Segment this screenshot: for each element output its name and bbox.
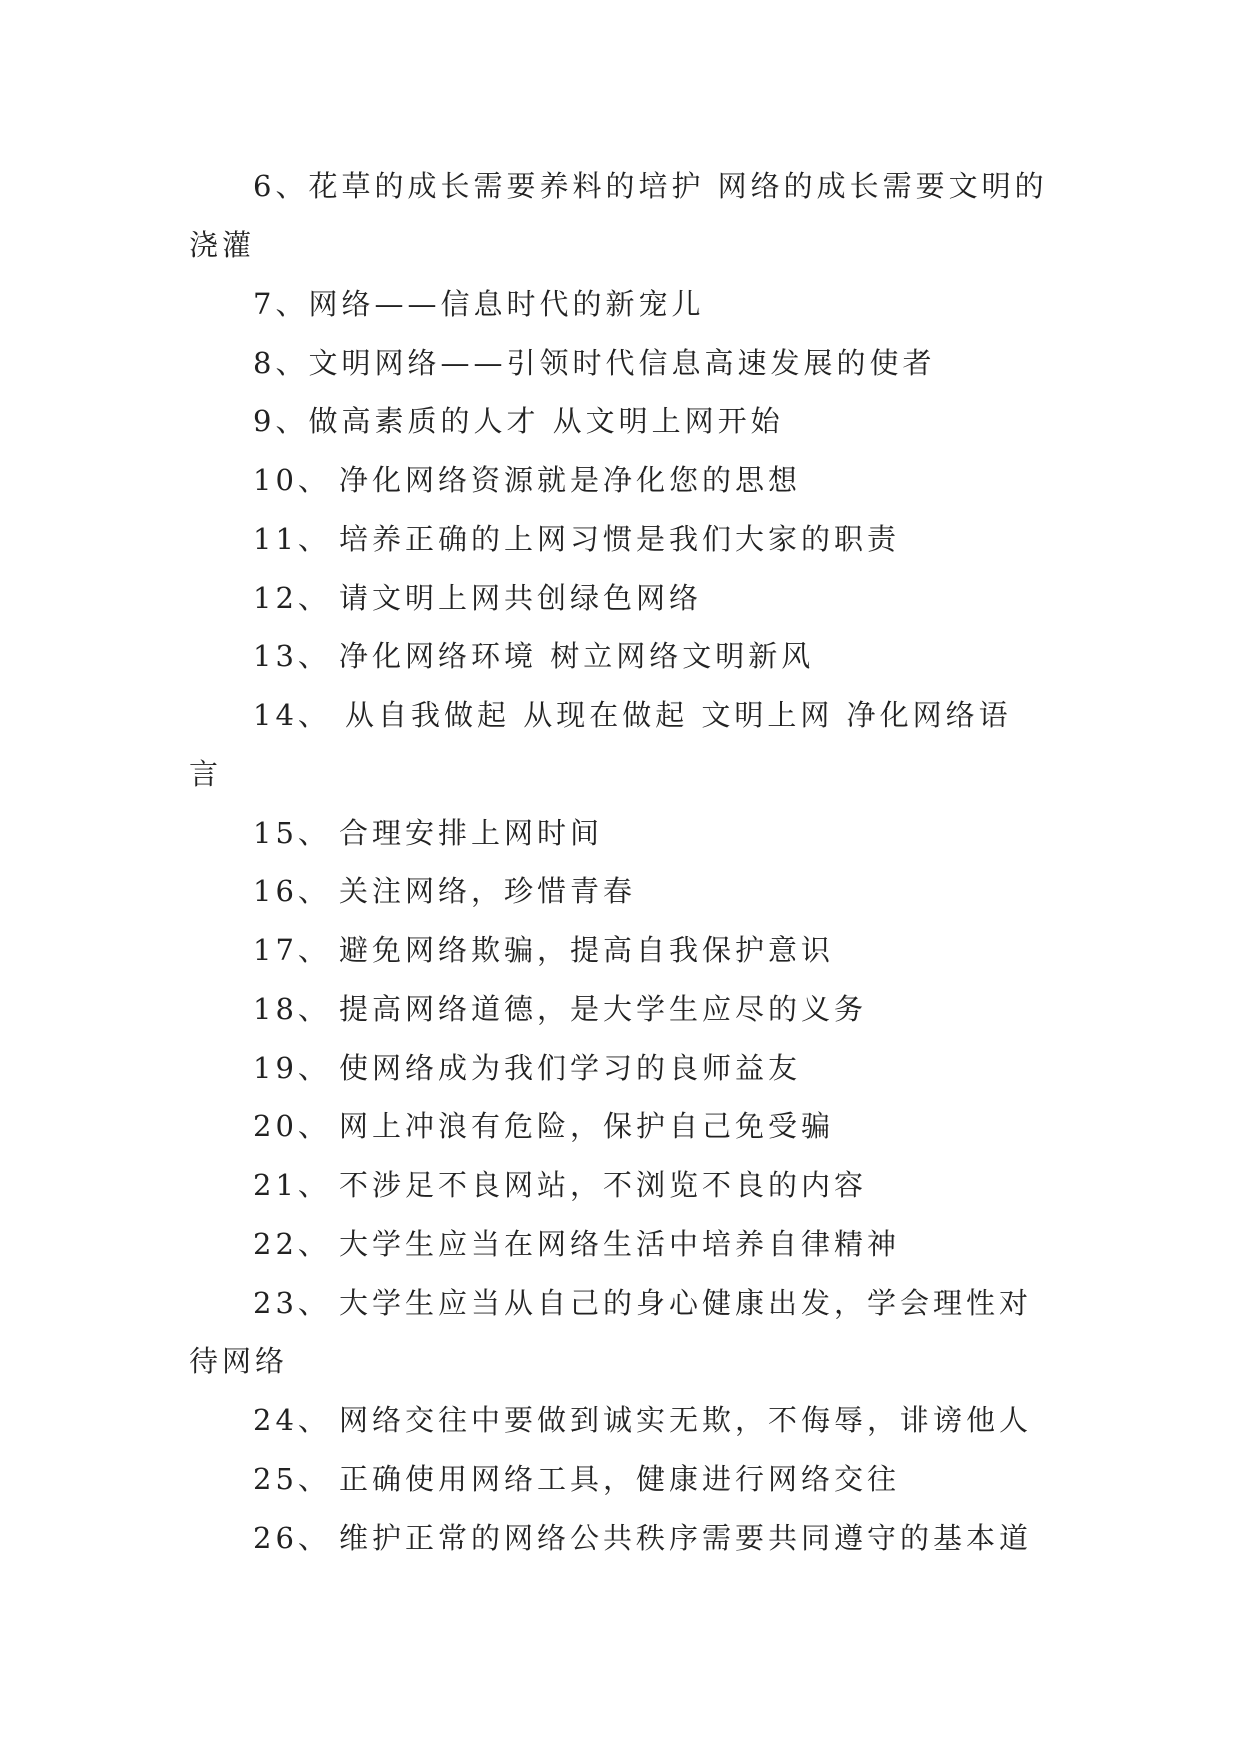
slogan-line-13	[253, 636, 814, 676]
item-text: 不涉足不良网站，不浏览不良的内容	[339, 1168, 868, 1202]
slogan-line-7: 7、网络——信息时代的新宠儿	[253, 287, 705, 321]
item-number: 23、	[253, 1286, 331, 1320]
slogan-line-23-continuation: 待网络	[189, 1344, 289, 1378]
slogan-line-20	[253, 1106, 834, 1146]
item-text: 大学生应当从自己的身心健康出发，学会理性对	[339, 1286, 1033, 1320]
item-number: 21、	[253, 1168, 331, 1202]
item-text: 从自我做起 从现在做起 文明上网 净化网络语	[345, 698, 1012, 732]
slogan-line-9: 9、做高素质的人才 从文明上网开始	[253, 404, 784, 438]
slogan-line-14	[253, 695, 1012, 735]
slogan-line-14-continuation: 言	[189, 757, 223, 791]
slogan-line-6: 6、花草的成长需要养料的培护 网络的成长需要文明的	[253, 169, 1048, 203]
item-number: 24、	[253, 1403, 331, 1437]
item-number: 19、	[253, 1051, 331, 1085]
item-text: 使网络成为我们学习的良师益友	[339, 1051, 802, 1085]
item-text: 维护正常的网络公共秩序需要共同遵守的基本道	[339, 1521, 1033, 1555]
item-number: 15、	[253, 816, 331, 850]
item-number: 25、	[253, 1462, 331, 1496]
slogan-line-8: 8、文明网络——引领时代信息高速发展的使者	[253, 346, 936, 380]
item-number: 22、	[253, 1227, 331, 1261]
item-text: 净化网络资源就是净化您的思想	[339, 463, 802, 497]
slogan-line-22	[253, 1224, 900, 1264]
slogan-line-21	[253, 1165, 867, 1205]
item-number: 26、	[253, 1521, 331, 1555]
slogan-line-26	[253, 1518, 1032, 1558]
item-number: 11、	[253, 522, 331, 556]
slogan-line-10	[253, 460, 801, 500]
item-number: 13、	[253, 639, 331, 673]
item-number: 10、	[253, 463, 331, 497]
slogan-line-16	[253, 871, 636, 911]
item-number: 18、	[253, 992, 331, 1026]
item-number: 16、	[253, 874, 331, 908]
item-text: 培养正确的上网习惯是我们大家的职责	[339, 522, 901, 556]
item-text: 正确使用网络工具，健康进行网络交往	[339, 1462, 901, 1496]
item-text: 合理安排上网时间	[339, 816, 604, 850]
slogan-line-15	[253, 813, 603, 853]
slogan-line-6-continuation: 浇灌	[189, 228, 256, 262]
item-text: 避免网络欺骗，提高自我保护意识	[339, 933, 835, 967]
item-number: 12、	[253, 581, 331, 615]
slogan-line-11	[253, 519, 900, 559]
item-text: 请文明上网共创绿色网络	[339, 581, 703, 615]
item-number: 20、	[253, 1109, 331, 1143]
slogan-line-18	[253, 989, 867, 1029]
slogan-line-12	[253, 578, 702, 618]
item-text: 净化网络环境 树立网络文明新风	[339, 639, 815, 673]
item-text: 网上冲浪有危险，保护自己免受骗	[339, 1109, 835, 1143]
item-number: 14、	[253, 698, 331, 732]
item-text: 关注网络，珍惜青春	[339, 874, 637, 908]
slogan-line-25	[253, 1459, 900, 1499]
item-text: 大学生应当在网络生活中培养自律精神	[339, 1227, 901, 1261]
slogan-line-23	[253, 1283, 1032, 1323]
slogan-line-19	[253, 1048, 801, 1088]
item-text: 网络交往中要做到诚实无欺，不侮辱，诽谤他人	[339, 1403, 1033, 1437]
slogan-line-24	[253, 1400, 1032, 1440]
slogan-line-17	[253, 930, 834, 970]
item-text: 提高网络道德，是大学生应尽的义务	[339, 992, 868, 1026]
item-number: 17、	[253, 933, 331, 967]
